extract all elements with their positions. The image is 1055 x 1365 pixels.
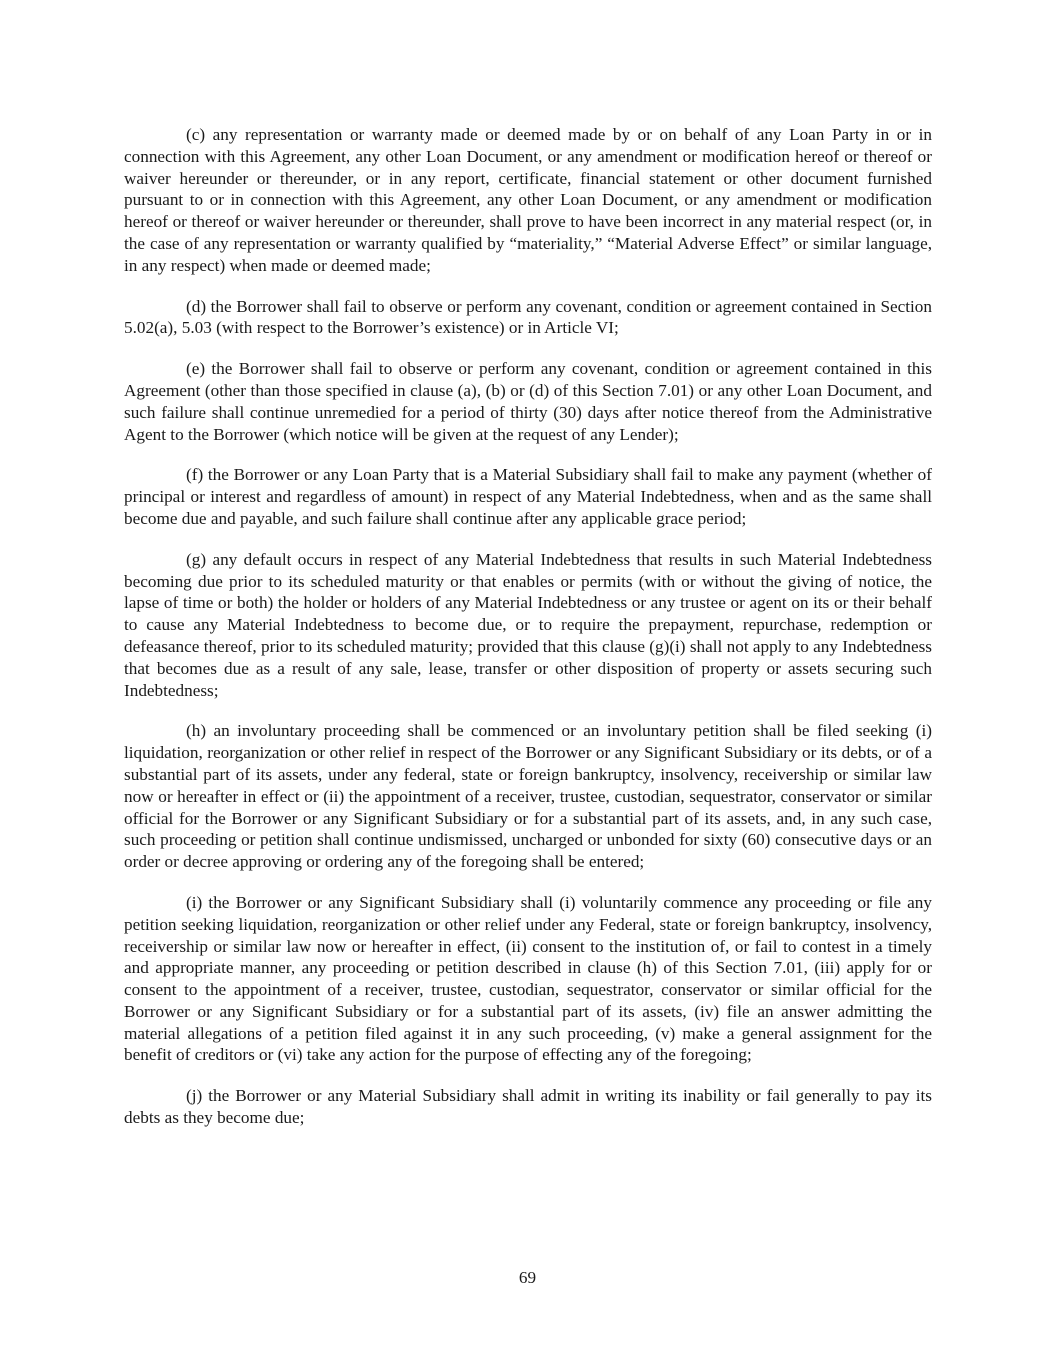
clause-g: (g) any default occurs in respect of any Material Indebtedness that results in such Material Indebtedness becoming due prior to its scheduled maturity or that enables or permits (with or without the giving of notice, the lapse of time or both) the holder or holders of any Material Indebtedness or any trustee or agent on its or their behalf to cause any Material Indebtedness to become due, or to require the prepayment, repurchase, redemption or defeasance thereof, prior to its scheduled maturity; provided that this clause (g)(i) shall not apply to any Indebtedness that becomes due as a result of any sale, lease, transfer or other disposition of property or assets securing such Indebtedness; [124,549,932,700]
clause-c: (c) any representation or warranty made or deemed made by or on behalf of any Loan Party in or in connection with this Agreement, any other Loan Document, or any amendment or modification hereof or thereof or waiver hereunder or thereunder, or in any report, certificate, financial statement or other document furnished pursuant to or in connection with this Agreement, any other Loan Document, or any amendment or modification hereof or thereof or waiver hereunder or thereunder, shall prove to have been incorrect in any material respect (or, in the case of any representation or warranty qualified by “materiality,” “Material Adverse Effect” or similar language, in any respect) when made or deemed made; [124,125,932,275]
clause-j: (j) the Borrower or any Material Subsidiary shall admit in writing its inability or fail generally to pay its debts as they become due; [124,1086,932,1128]
clause-e: (e) the Borrower shall fail to observe or perform any covenant, condition or agreement contained in this Agreement (other than those specified in clause (a), (b) or (d) of this Section 7.01) or any other Loan Document, and such failure shall continue unremedied for a period of thirty (30) days after notice thereof from the Administrative Agent to the Borrower (which notice will be given at the request of any Lender); [124,359,932,444]
clause-f: (f) the Borrower or any Loan Party that is a Material Subsidiary shall fail to make any payment (whether of principal or interest and regardless of amount) in respect of any Material Indebtedness, when and as the same shall become due and payable, and such failure shall continue after any applicable grace period; [124,465,932,528]
page-number: 69 [518,1268,537,1287]
clause-d: (d) the Borrower shall fail to observe or perform any covenant, condition or agreement contained in Section 5.02(a), 5.03 (with respect to the Borrower’s existence) or in Article VI; [124,296,932,338]
clause-h: (h) an involuntary proceeding shall be commenced or an involuntary petition shall be filed seeking (i) liquidation, reorganization or other relief in respect of the Borrower or any Significant Subsidiary or its debts, or of a substantial part of its assets, under any federal, state or foreign bankruptcy, insolvency, receivership or similar law now or hereafter in effect or (ii) the appointment of a receiver, trustee, custodian, sequestrator, conservator or similar official for the Borrower or any Significant Subsidiary or for a substantial part of its assets, and, in any such case, such proceeding or petition shall continue undismissed, uncharged or unbonded for sixty (60) consecutive days or an order or decree approving or ordering any of the foregoing shall be entered; [124,721,932,872]
clause-i: (i) the Borrower or any Significant Subsidiary shall (i) voluntarily commence any proceeding or file any petition seeking liquidation, reorganization or other relief under any Federal, state or foreign bankruptcy, insolvency, receivership or similar law now or hereafter in effect, (ii) consent to the institution of, or fail to contest in a timely and appropriate manner, any proceeding or petition described in clause (h) of this Section 7.01, (iii) apply for or consent to the appointment of a receiver, trustee, custodian, sequestrator, conservator or similar official for the Borrower or any Significant Subsidiary or for a substantial part of its assets, (iv) file an answer admitting the material allegations of a petition filed against it in any such proceeding, (v) make a general assignment for the benefit of creditors or (vi) take any action for the purpose of effecting any of the foregoing; [124,892,932,1065]
document-body [124,124,932,1148]
